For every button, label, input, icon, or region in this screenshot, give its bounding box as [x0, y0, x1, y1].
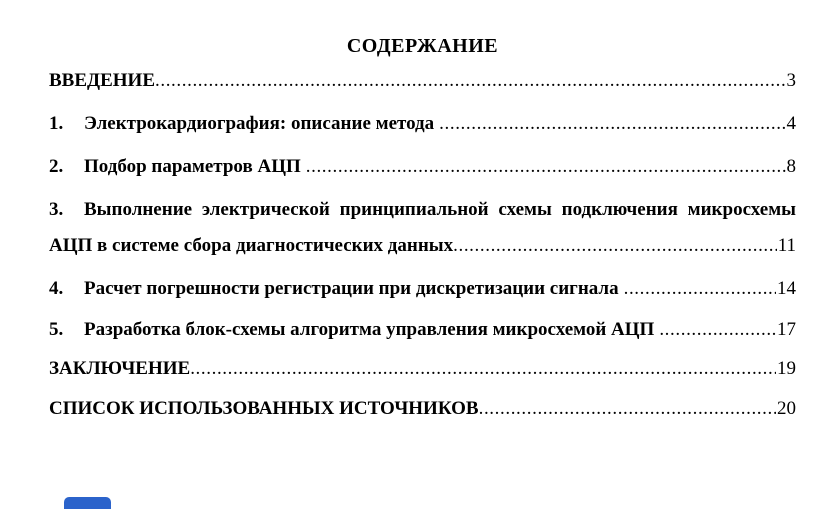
toc-entry-2[interactable]: [49, 157, 796, 177]
toc-entry-label: Выполнение электрической принципиальной схемы подключения микросхемы: [84, 199, 796, 220]
toc-entry-line2: [49, 236, 796, 256]
toc-entry-number: 5.: [49, 319, 64, 340]
toc-entry-number: 1.: [49, 113, 64, 134]
toc-entry-label: СПИСОК ИСПОЛЬЗОВАННЫХ ИСТОЧНИКОВ: [49, 398, 479, 419]
toc-page-number: 3: [786, 70, 796, 91]
toc-leader-dots: [479, 399, 776, 419]
toc-entry-label: ЗАКЛЮЧЕНИЕ: [49, 358, 191, 379]
toc-entry-zakluchenie[interactable]: [49, 359, 796, 379]
toc-entry-number: 4.: [49, 278, 64, 299]
toc-entry-label: Подбор параметров АЦП: [84, 156, 301, 177]
toc-entry-number: 2.: [49, 156, 64, 177]
toc-leader-dots: [301, 157, 786, 177]
toc-entry-spisok[interactable]: [49, 399, 796, 419]
toc-leader-dots: [434, 114, 785, 134]
toc-page-number: 14: [777, 278, 796, 299]
toc-page-number: 17: [777, 319, 796, 340]
toc-entry-line1: [49, 200, 796, 220]
toc-entry-number: 3.: [49, 199, 64, 220]
toc-entry-3[interactable]: [49, 200, 796, 256]
toc-leader-dots: [654, 320, 776, 340]
toc-leader-dots: [619, 279, 776, 299]
toc-page-number: 4: [786, 113, 796, 134]
toc-entry-label: АЦП в системе сбора диагностических данных: [49, 235, 454, 256]
toc-entry-5[interactable]: [49, 320, 796, 340]
toc-entry-label: Разработка блок-схемы алгоритма управления микросхемой АЦП: [84, 319, 655, 340]
page-title: СОДЕРЖАНИЕ: [346, 35, 499, 57]
toc-leader-dots: [155, 71, 786, 91]
toc-leader-dots: [453, 236, 777, 256]
toc-entry-vvedenie[interactable]: [49, 71, 796, 91]
toc-page-number: 20: [777, 398, 796, 419]
toc-entry-label: Расчет погрешности регистрации при дискретизации сигнала: [84, 278, 619, 299]
toc-entry-label: ВВЕДЕНИЕ: [49, 70, 155, 91]
toc-page-number: 19: [777, 358, 796, 379]
toc-page-number: 11: [777, 235, 796, 256]
toc-entry-4[interactable]: [49, 279, 796, 299]
toc-leader-dots: [190, 359, 776, 379]
toc-entry-1[interactable]: [49, 114, 796, 134]
toc-entry-label: Электрокардиография: описание метода: [84, 113, 435, 134]
toc-page-number: 8: [786, 156, 796, 177]
bottom-left-page-chip[interactable]: [64, 497, 111, 509]
